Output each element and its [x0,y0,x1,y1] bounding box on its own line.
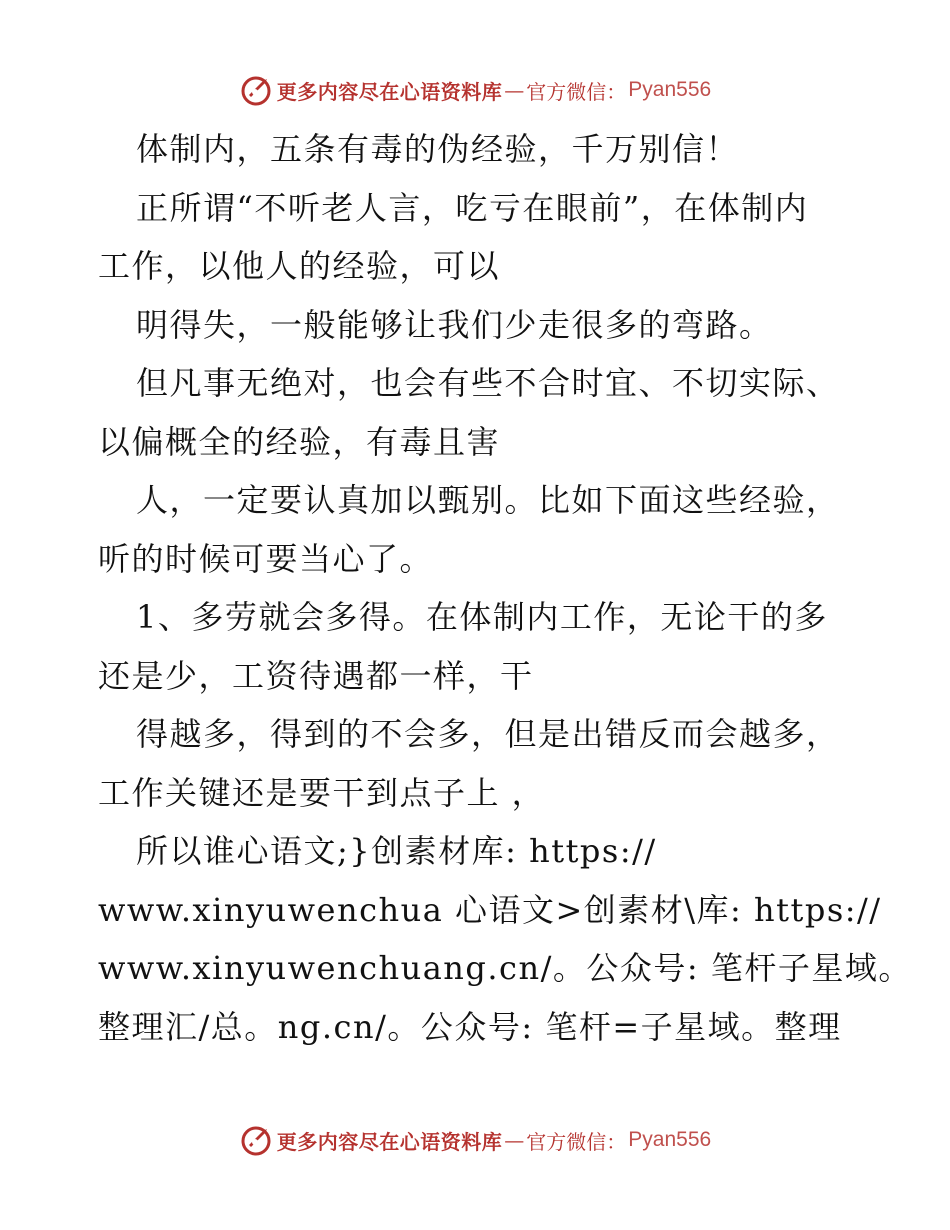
text-line: 整理汇/总。ng.cn/。公众号: 笔杆=子星域。整理 [98,1007,842,1046]
text-line: 正所谓“不听老人言，吃亏在眼前”，在体制内 [136,188,809,227]
banner-title: 更多内容尽在心语资料库 [276,79,503,104]
text-line: 明得失，一般能够让我们少走很多的弯路。 [136,305,773,344]
text-line: 所以谁心语文;}创素材库: https:// [136,832,657,870]
text-line: 体制内，五条有毒的伪经验，千万别信！ [136,130,740,168]
text-line: 听的时候可要当心了。 [98,539,434,578]
text-line: 工作关键还是要干到点子上 ， [98,773,546,812]
banner-wechat-id: Pyan556 [628,78,712,101]
text-line: 工作，以他人的经验，可以 [98,247,501,285]
document-body [98,120,912,1056]
text-line: 但凡事无绝对，也会有些不合时宜、不切实际、 [136,364,840,402]
text-line: 以偏概全的经验，有毒且害 [98,422,501,461]
text-line: 得越多，得到的不会多，但是出错反而会越多， [136,715,840,753]
text-line: 还是少，工资待遇都一样，干 [98,656,534,695]
banner-wechat-id: Pyan556 [628,1128,712,1151]
pen-logo-icon [239,73,273,107]
header-watermark-banner [0,70,950,110]
text-line: www.xinyuwenchuang.cn/。公众号: 笔杆子星域。 [98,949,912,987]
footer-watermark-banner [0,1120,950,1160]
banner-dash: — [504,1128,525,1152]
pen-logo-icon [239,1123,273,1157]
banner-wechat-label: 官方微信： [526,1129,627,1154]
text-line: 1、多劳就会多得。在体制内工作，无论干的多 [136,598,828,636]
text-line: 人，一定要认真加以甄别。比如下面这些经验， [136,481,840,519]
text-line: www.xinyuwenchua 心语文>创素材\库: https:// [98,890,882,929]
banner-dash: — [504,78,525,102]
banner-title: 更多内容尽在心语资料库 [276,1129,503,1154]
banner-wechat-label: 官方微信： [526,79,627,104]
